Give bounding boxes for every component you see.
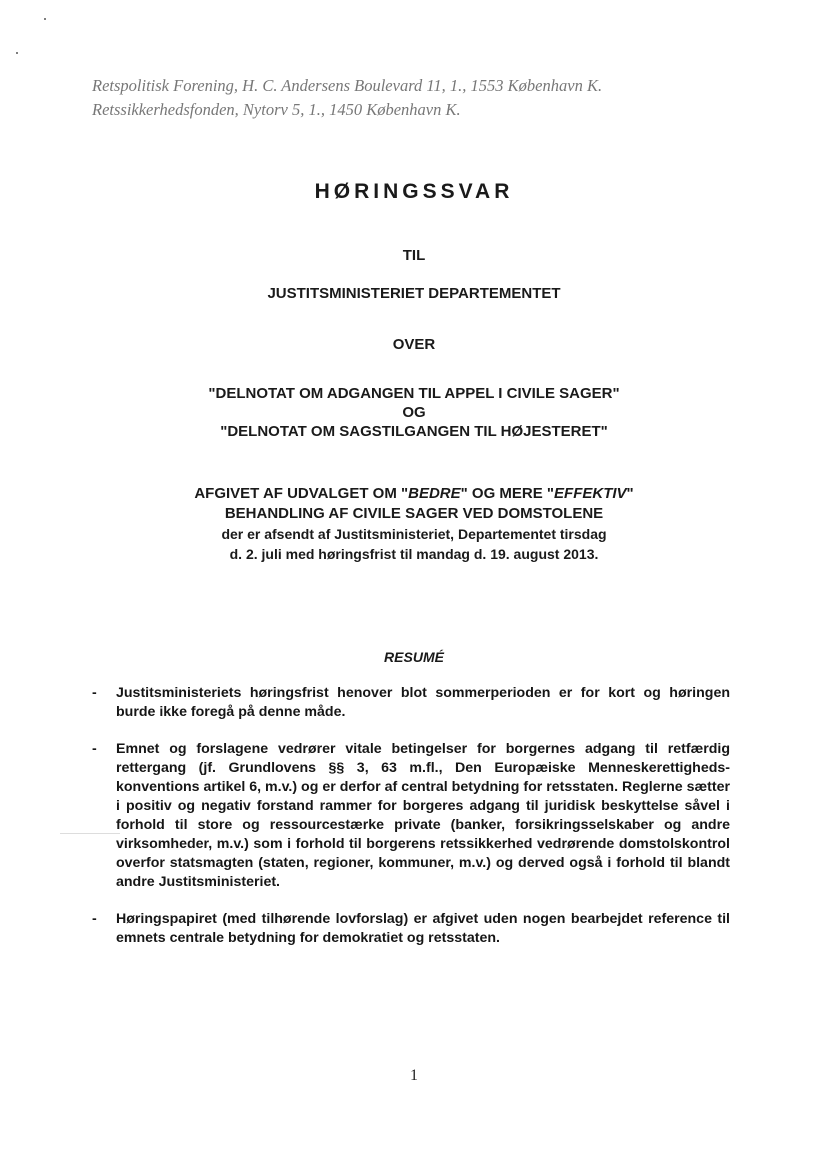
bullet-dash: - [92, 741, 97, 757]
bullet-dash: - [92, 685, 97, 701]
committee-text: " OG MERE " [460, 485, 555, 502]
document-title: HØRINGSSVAR [314, 180, 514, 203]
committee-emphasis-effektiv: EFFEKTIV [554, 485, 627, 502]
resume-heading: RESUMÉ [384, 649, 444, 665]
committee-emphasis-bedre: BEDRE [408, 485, 461, 502]
resume-bullet-list [92, 684, 730, 966]
committee-text: " [626, 485, 634, 502]
bullet-text: Høringspapiret (med tilhørende lovforslag) er afgivet uden nogen bearbejdet reference til emnets centrale betydning for demokratiet og retsstaten. [116, 911, 730, 946]
dispatch-line-1: der er afsendt af Justitsministeriet, Departementet tirsdag [221, 526, 607, 542]
bullet-text: Emnet og forslagene vedrører vitale betingelser for borgernes adgang til retfærdig rettergang (jf. Grundlovens §§ 3, 63 m.fl., Den Europæiske Menneskerettigheds-konventions artikel 6, m.v.) og er derfor af central betydning for retsstaten. Reglerne sætter i positiv og negativ forstand rammer for borgeres adgang til juridisk beskyttelse såvel i forhold til store og ressourcestærke private (banker, forsikringsselskaber og andre virksomheder, m.v.) som i forhold til borgerens retssikkerhed vedrørende domstolskontrol overfor statsmagten (staten, regioner, kommuner, m.v.) og derved også i forhold til blandt andre Justitsministeriet. [116, 741, 730, 890]
over-label: OVER [392, 336, 436, 353]
committee-text: AFGIVET AF UDVALGET OM " [194, 485, 409, 502]
list-item [92, 740, 730, 892]
sender-line-2: Retssikkerhedsfonden, Nytorv 5, 1., 1450 København K. [92, 100, 461, 119]
to-label: TIL [402, 247, 426, 264]
committee-line-1 [0, 484, 828, 504]
notes-block [0, 384, 828, 441]
dispatch-line-2: d. 2. juli med høringsfrist til mandag d. 19. august 2013. [229, 546, 599, 562]
committee-line-2: BEHANDLING AF CIVILE SAGER VED DOMSTOLENE [224, 505, 604, 522]
committee-block [0, 484, 828, 564]
list-item [92, 684, 730, 722]
note-title-1: "DELNOTAT OM ADGANGEN TIL APPEL I CIVILE SAGER" [208, 385, 620, 402]
bullet-text: Justitsministeriets høringsfrist henover blot sommerperioden er for kort og høringen burde ikke foregå på denne måde. [116, 685, 730, 720]
note-title-2: "DELNOTAT OM SAGSTILGANGEN TIL HØJESTERET" [220, 423, 608, 440]
recipient-ministry: JUSTITSMINISTERIET DEPARTEMENTET [267, 285, 561, 302]
page-number: 1 [410, 1067, 418, 1084]
sender-block [92, 74, 602, 122]
scan-speck [16, 52, 18, 54]
bullet-dash: - [92, 911, 97, 927]
scan-speck [44, 18, 46, 20]
list-item [92, 910, 730, 948]
sender-line-1: Retspolitisk Forening, H. C. Andersens Boulevard 11, 1., 1553 København K. [92, 76, 603, 95]
note-conjunction: OG [402, 404, 426, 421]
